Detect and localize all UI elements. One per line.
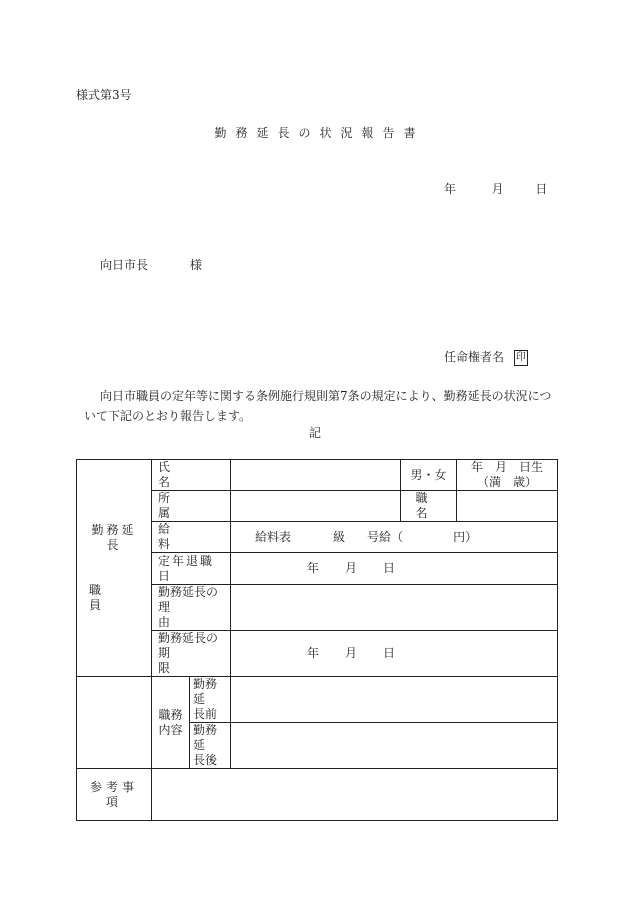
date-year: 年	[444, 182, 457, 196]
form-number: 様式第3号	[76, 88, 132, 102]
row-name	[77, 460, 558, 491]
before-label-cell	[190, 677, 231, 723]
birth-cell[interactable]	[457, 460, 558, 491]
seal-mark: 印	[514, 350, 528, 366]
row-remarks	[77, 769, 558, 821]
retire-field[interactable]	[231, 553, 558, 585]
retire-day: 日	[383, 561, 396, 575]
date-line	[444, 180, 547, 197]
duties-label-1: 職務	[158, 707, 183, 722]
addressee-honorific: 様	[189, 258, 202, 272]
reason-field[interactable]	[231, 585, 558, 631]
salary-table: 給料表	[255, 529, 292, 544]
position-label: 職名	[401, 491, 457, 522]
date-day: 日	[535, 182, 548, 196]
salary-field[interactable]	[231, 522, 558, 553]
salary-label-cell	[152, 522, 231, 553]
row-duties-before	[77, 677, 558, 723]
reason-label-2: 理由	[158, 600, 221, 629]
empty-side-cell-2	[77, 723, 152, 769]
period-label-1: 勤務延長の	[158, 631, 219, 645]
addressee	[100, 256, 202, 273]
period-year: 年	[307, 646, 320, 660]
date-month: 月	[491, 182, 504, 196]
appointer-label: 任命権者名	[444, 350, 505, 364]
body-text: 向日市職員の定年等に関する条例施行規則第7条の規定により、勤務延長の状況について下記のとおり報告します。	[84, 389, 552, 423]
duties-label-cell	[152, 677, 190, 769]
period-day: 日	[383, 646, 396, 660]
position-field[interactable]	[457, 491, 558, 522]
period-label-2: 期限	[158, 646, 221, 675]
period-label-cell	[152, 631, 231, 677]
after-label-1: 勤務延	[193, 723, 218, 752]
side-label-1: 勤務延長	[91, 523, 137, 552]
empty-side-cell	[77, 677, 152, 723]
remarks-label: 参考事項	[77, 769, 152, 821]
reason-label-cell	[152, 585, 231, 631]
side-label	[77, 460, 152, 677]
period-month: 月	[345, 646, 358, 660]
after-label-cell	[190, 723, 231, 769]
name-label: 氏名	[158, 460, 223, 489]
before-label-2: 長前	[193, 707, 218, 721]
name-field[interactable]	[231, 460, 401, 491]
retire-month: 月	[345, 561, 358, 575]
salary-yen: 円）	[453, 529, 478, 544]
salary-grade: 級	[333, 529, 346, 544]
appointer	[444, 348, 528, 367]
gender-cell[interactable]: 男・女	[401, 460, 457, 491]
remarks-field[interactable]	[152, 769, 558, 821]
reason-label-1: 勤務延長の	[158, 585, 219, 599]
birth-line1: 年 月 日生	[471, 460, 544, 474]
period-field[interactable]	[231, 631, 558, 677]
side-label-2: 職員	[88, 583, 139, 612]
name-label-cell	[152, 460, 231, 491]
after-field[interactable]	[231, 723, 558, 769]
addressee-name: 向日市長	[100, 258, 149, 272]
retire-label: 定年退職日	[152, 553, 231, 585]
salary-step: 号給（	[367, 529, 404, 544]
before-label-1: 勤務延	[193, 677, 218, 706]
dept-field[interactable]	[231, 491, 401, 522]
dept-label: 所属	[158, 491, 223, 520]
before-field[interactable]	[231, 677, 558, 723]
row-duties-after	[77, 723, 558, 769]
report-table	[76, 459, 558, 821]
duties-label-2: 内容	[158, 722, 183, 737]
dept-label-cell	[152, 491, 231, 522]
salary-label: 給料	[158, 522, 223, 551]
birth-line2: （満 歳）	[477, 475, 538, 489]
page-title: 勤務延長の状況報告書	[214, 126, 425, 140]
after-label-2: 長後	[193, 753, 218, 767]
retire-year: 年	[307, 561, 320, 575]
ki-marker: 記	[308, 426, 321, 440]
